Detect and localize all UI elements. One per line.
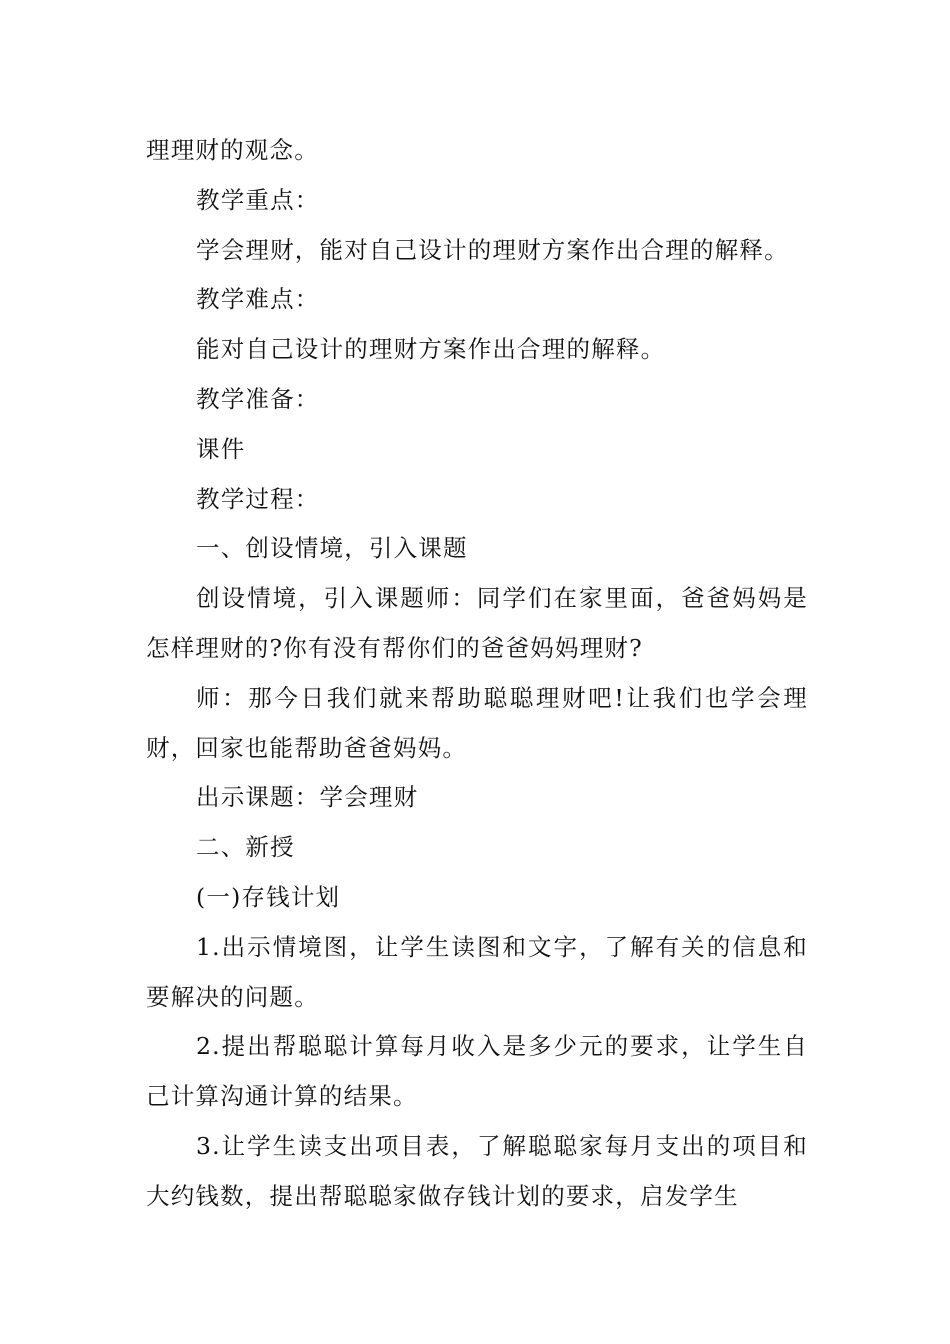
heading-teaching-difficulty: 教学难点： — [196, 285, 320, 314]
heading-teaching-preparation: 教学准备： — [196, 384, 320, 413]
subsection-heading-1: (一)存钱计划 — [196, 882, 341, 911]
paragraph-situation: 创设情境，引入课题师：同学们在家里面，爸爸妈妈是怎样理财的?你有没有帮你们的爸爸妈妈理财? — [146, 584, 808, 662]
document-body — [146, 126, 808, 1222]
paragraph-teaching-preparation: 课件 — [196, 434, 246, 463]
paragraph-continuation: 理理财的观念。 — [146, 136, 319, 164]
paragraph-teaching-focus: 学会理财，能对自己设计的理财方案作出合理的解释。 — [196, 235, 789, 264]
heading-teaching-process: 教学过程： — [196, 484, 320, 513]
list-item-3: 3.让学生读支出项目表，了解聪聪家每月支出的项目和大约钱数，提出帮聪聪家做存钱计划的要求，启发学生 — [146, 1131, 808, 1210]
heading-teaching-focus: 教学重点： — [196, 185, 320, 214]
section-heading-1: 一、创设情境，引入课题 — [196, 534, 468, 563]
list-item-2: 2.提出帮聪聪计算每月收入是多少元的要求，让学生自己计算沟通计算的结果。 — [146, 1032, 808, 1111]
section-heading-2: 二、新授 — [196, 833, 295, 862]
paragraph-topic: 出示课题：学会理财 — [196, 783, 419, 812]
paragraph-teacher: 师：那今日我们就来帮助聪聪理财吧!让我们也学会理财，回家也能帮助爸爸妈妈。 — [146, 683, 808, 762]
paragraph-teaching-difficulty: 能对自己设计的理财方案作出合理的解释。 — [196, 335, 666, 364]
list-item-1: 1.出示情境图，让学生读图和文字，了解有关的信息和要解决的问题。 — [146, 932, 808, 1011]
